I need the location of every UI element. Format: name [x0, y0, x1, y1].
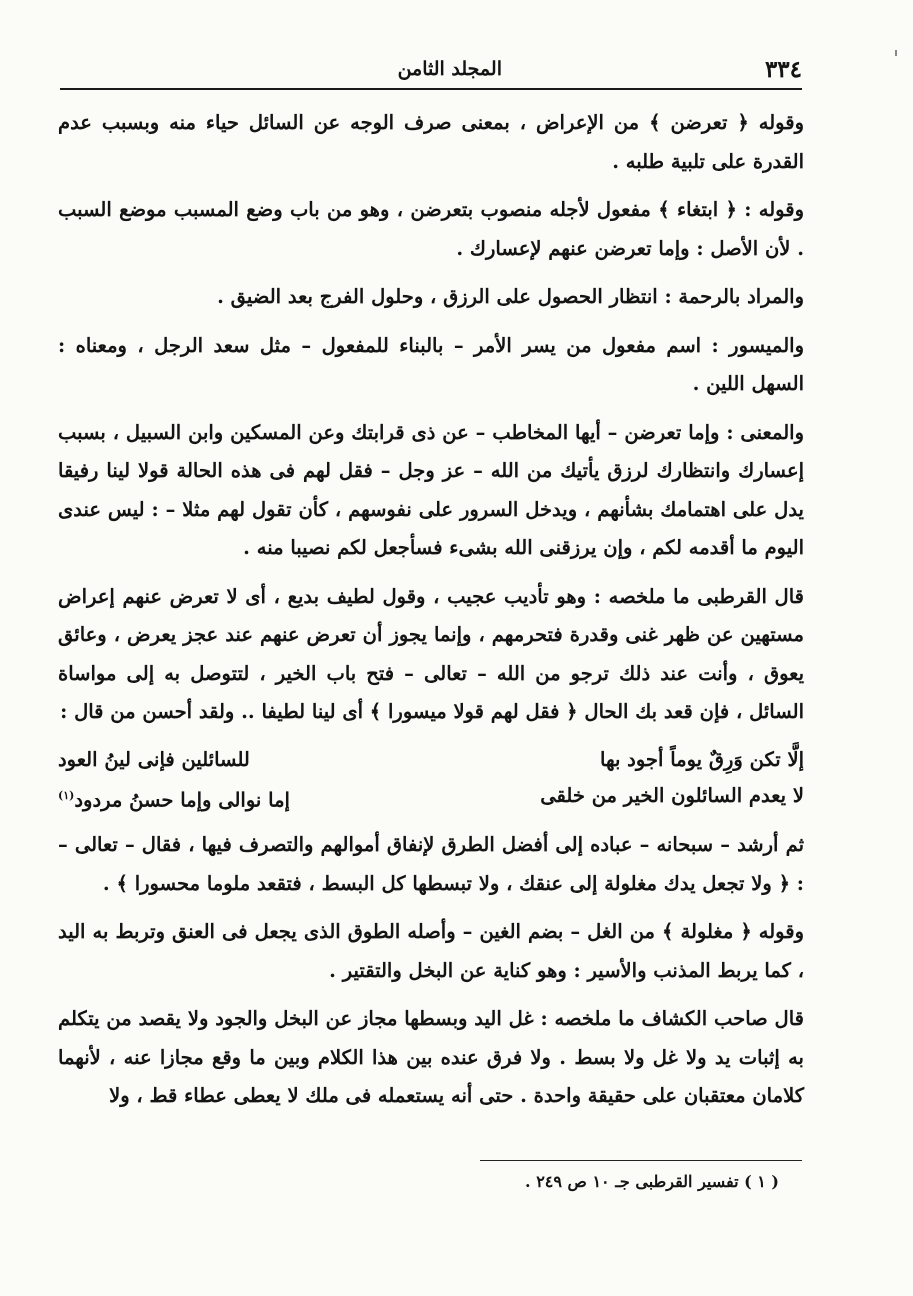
paragraph: وقوله : ﴿ ابتغاء ﴾ مفعول لأجله منصوب بتعرضن ، وهو من باب وضع المسبب موضع السبب . لأن الأصل : وإما تعرضن عنهم لإعسارك .: [58, 198, 804, 260]
paragraph: قال صاحب الكشاف ما ملخصه : غل اليد وبسطها مجاز عن البخل والجود ولا يقصد من يتكلم به إثبات يد ولا غل ولا بسط . ولا فرق عنده بين هذا الكلام وبين ما وقع مجازا عنه ، لأنهما كلامان معتقبان على حقيقة واحدة . حتى أنه يستعمله فى ملك لا يعطى عطاء قط ، ولا: [58, 1007, 804, 1107]
poem-hemistich: لا يعدم السائلون الخير من خلقى: [540, 783, 804, 807]
paragraph: والميسور : اسم مفعول من يسر الأمر – بالبناء للمفعول – مثل سعد الرجل ، ومعناه : السهل اللين .: [58, 333, 804, 395]
paragraph: والمراد بالرحمة : انتظار الحصول على الرزق ، وحلول الفرج بعد الضيق .: [217, 285, 804, 308]
footnote-divider: [480, 1160, 802, 1161]
paragraph: ثم أرشد – سبحانه – عباده إلى أفضل الطرق لإنفاق أموالهم والتصرف فيها ، فقال – تعالى – : ﴿ ولا تجعل يدك مغلولة إلى عنقك ، ولا تبسطها كل البسط ، فتقعد ملوما محسورا ﴾ .: [58, 833, 804, 895]
edge-mark: [895, 50, 897, 56]
paragraph: وقوله ﴿ تعرضن ﴾ من الإعراض ، بمعنى صرف الوجه عن السائل حياء منه وبسبب عدم القدرة على تلبية طلبه .: [58, 111, 804, 173]
volume-title: المجلد الثامن: [397, 58, 502, 80]
page-number: ٣٣٤: [764, 56, 802, 83]
poem-verse: [58, 742, 804, 778]
poem-hemistich: إلَّا تكن وَرِقٌ يوماً أجود بها: [600, 747, 804, 771]
poem-verse: [58, 778, 804, 819]
paragraph: وقوله ﴿ مغلولة ﴾ من الغل – بضم الغين – وأصله الطوق الذى يجعل فى العنق وتربط به اليد ، كما يربط المذنب والأسير : وهو كناية عن البخل والتقتير .: [58, 920, 804, 982]
footnote-reference: (١): [58, 788, 75, 802]
poem-hemistich-with-ref: [58, 778, 424, 819]
page-header: [60, 52, 802, 90]
poem: [58, 742, 804, 819]
paragraph: قال القرطبى ما ملخصه : وهو تأديب عجيب ، وقول لطيف بديع ، أى لا تعرض عنهم إعراض مستهين عن ظهر غنى وقدرة فتحرمهم ، وإنما يجوز أن تعرض عنهم عند عجز يعرض ، وعائق يعوق ، وأنت عند ذلك ترجو من الله – تعالى – فتح باب الخير ، لتتوصل به إلى مواساة السائل ، فإن قعد بك الحال ﴿ فقل لهم قولا ميسورا ﴾ أى لينا لطيفا .. ولقد أحسن من قال :: [58, 584, 804, 723]
body-text: [58, 104, 804, 1126]
poem-hemistich: إما نوالى وإما حسنُ مردود: [74, 788, 290, 811]
footnote: ( ١ ) تفسير القرطبى جـ ١٠ ص ٢٤٩ .: [525, 1172, 779, 1191]
poem-hemistich: للسائلين فإنى لينُ العود: [58, 747, 250, 771]
paragraph: والمعنى : وإما تعرضن – أيها المخاطب – عن ذى قرابتك وعن المسكين وابن السبيل ، بسبب إعسارك وانتظارك لرزق يأتيك من الله – عز وجل – فقل لهم فى هذه الحالة قولا لينا رفيقا يدل على اهتمامك بشأنهم ، ويدخل السرور على نفوسهم ، كأن تقول لهم مثلا – : ليس عندى اليوم ما أقدمه لكم ، وإن يرزقنى الله بشىء فسأجعل لكم نصيبا منه .: [58, 420, 804, 559]
